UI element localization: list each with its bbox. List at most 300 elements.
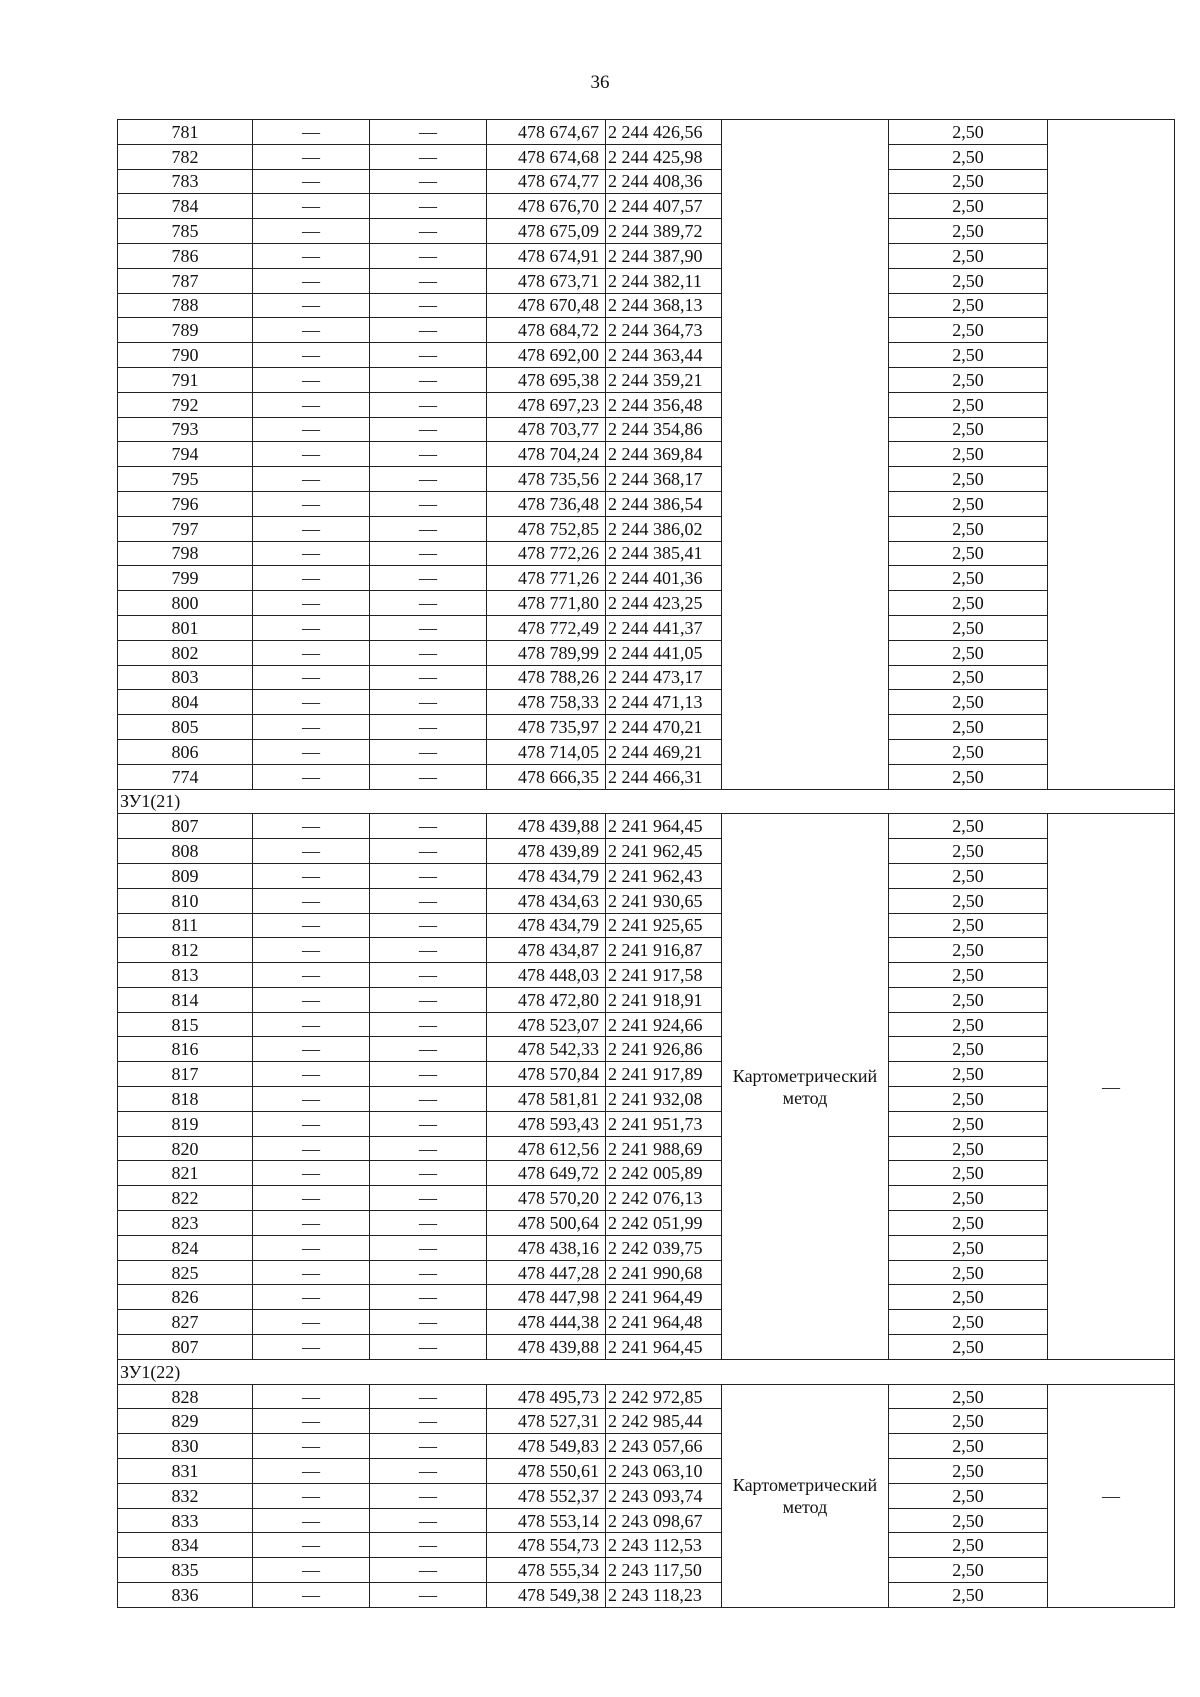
table-row xyxy=(118,739,1175,764)
table-row xyxy=(118,1459,1175,1484)
x-coordinate-cell: 478 758,33 xyxy=(487,690,606,715)
y-coordinate-cell: 2 242 972,85 xyxy=(606,1384,722,1409)
section-header-row xyxy=(118,789,1175,814)
point-number-cell: 803 xyxy=(118,665,253,690)
dash-cell-col2: — xyxy=(253,665,370,690)
coordinates-table xyxy=(117,119,1175,1608)
y-coordinate-cell: 2 244 471,13 xyxy=(606,690,722,715)
point-number-cell: 836 xyxy=(118,1583,253,1608)
point-number-cell: 828 xyxy=(118,1384,253,1409)
x-coordinate-cell: 478 549,38 xyxy=(487,1583,606,1608)
accuracy-cell: 2,50 xyxy=(889,194,1048,219)
x-coordinate-cell: 478 649,72 xyxy=(487,1161,606,1186)
y-coordinate-cell: 2 241 925,65 xyxy=(606,913,722,938)
y-coordinate-cell: 2 241 964,45 xyxy=(606,1335,722,1360)
table-row xyxy=(118,442,1175,467)
dash-cell-col3: — xyxy=(370,120,487,145)
accuracy-cell: 2,50 xyxy=(889,591,1048,616)
point-number-cell: 800 xyxy=(118,591,253,616)
dash-cell-col3: — xyxy=(370,392,487,417)
y-coordinate-cell: 2 243 118,23 xyxy=(606,1583,722,1608)
method-cell xyxy=(722,120,889,790)
point-number-cell: 784 xyxy=(118,194,253,219)
table-row xyxy=(118,1012,1175,1037)
accuracy-cell: 2,50 xyxy=(889,467,1048,492)
dash-cell-col3: — xyxy=(370,1384,487,1409)
x-coordinate-cell: 478 674,91 xyxy=(487,243,606,268)
accuracy-cell: 2,50 xyxy=(889,888,1048,913)
point-number-cell: 818 xyxy=(118,1087,253,1112)
table-row xyxy=(118,938,1175,963)
x-coordinate-cell: 478 675,09 xyxy=(487,219,606,244)
dash-cell-col3: — xyxy=(370,1508,487,1533)
table-row xyxy=(118,566,1175,591)
dash-cell-col2: — xyxy=(253,1012,370,1037)
table-row xyxy=(118,1533,1175,1558)
dash-cell-col2: — xyxy=(253,1310,370,1335)
accuracy-cell: 2,50 xyxy=(889,293,1048,318)
point-number-cell: 827 xyxy=(118,1310,253,1335)
table-row xyxy=(118,888,1175,913)
accuracy-cell: 2,50 xyxy=(889,1558,1048,1583)
y-coordinate-cell: 2 243 057,66 xyxy=(606,1434,722,1459)
dash-cell-col2: — xyxy=(253,120,370,145)
dash-cell-col3: — xyxy=(370,839,487,864)
dash-cell-col2: — xyxy=(253,1037,370,1062)
point-number-cell: 787 xyxy=(118,268,253,293)
dash-cell-col2: — xyxy=(253,1235,370,1260)
x-coordinate-cell: 478 439,88 xyxy=(487,814,606,839)
dash-cell-col3: — xyxy=(370,764,487,789)
x-coordinate-cell: 478 676,70 xyxy=(487,194,606,219)
dash-cell-col3: — xyxy=(370,665,487,690)
dash-cell-col2: — xyxy=(253,442,370,467)
x-coordinate-cell: 478 735,97 xyxy=(487,715,606,740)
accuracy-cell: 2,50 xyxy=(889,814,1048,839)
y-coordinate-cell: 2 244 401,36 xyxy=(606,566,722,591)
table-row xyxy=(118,343,1175,368)
dash-cell-col2: — xyxy=(253,640,370,665)
dash-cell-col3: — xyxy=(370,318,487,343)
y-coordinate-cell: 2 241 964,45 xyxy=(606,814,722,839)
point-number-cell: 793 xyxy=(118,417,253,442)
x-coordinate-cell: 478 771,26 xyxy=(487,566,606,591)
dash-cell-col2: — xyxy=(253,1384,370,1409)
y-coordinate-cell: 2 241 962,43 xyxy=(606,863,722,888)
dash-cell-col2: — xyxy=(253,268,370,293)
table-row xyxy=(118,541,1175,566)
table-row xyxy=(118,1434,1175,1459)
accuracy-cell: 2,50 xyxy=(889,343,1048,368)
y-coordinate-cell: 2 244 386,54 xyxy=(606,491,722,516)
description-cell: — xyxy=(1048,1384,1175,1607)
point-number-cell: 791 xyxy=(118,367,253,392)
table-row xyxy=(118,1037,1175,1062)
dash-cell-col3: — xyxy=(370,591,487,616)
table-row xyxy=(118,1310,1175,1335)
dash-cell-col2: — xyxy=(253,888,370,913)
accuracy-cell: 2,50 xyxy=(889,640,1048,665)
table-row xyxy=(118,963,1175,988)
dash-cell-col2: — xyxy=(253,987,370,1012)
point-number-cell: 819 xyxy=(118,1111,253,1136)
accuracy-cell: 2,50 xyxy=(889,491,1048,516)
table-row xyxy=(118,194,1175,219)
table-row xyxy=(118,1483,1175,1508)
table-row xyxy=(118,1558,1175,1583)
point-number-cell: 782 xyxy=(118,144,253,169)
accuracy-cell: 2,50 xyxy=(889,1136,1048,1161)
table-row xyxy=(118,863,1175,888)
dash-cell-col2: — xyxy=(253,516,370,541)
dash-cell-col2: — xyxy=(253,1161,370,1186)
y-coordinate-cell: 2 241 962,45 xyxy=(606,839,722,864)
point-number-cell: 831 xyxy=(118,1459,253,1484)
dash-cell-col3: — xyxy=(370,1186,487,1211)
point-number-cell: 792 xyxy=(118,392,253,417)
y-coordinate-cell: 2 243 117,50 xyxy=(606,1558,722,1583)
point-number-cell: 824 xyxy=(118,1235,253,1260)
dash-cell-col2: — xyxy=(253,1483,370,1508)
y-coordinate-cell: 2 244 407,57 xyxy=(606,194,722,219)
point-number-cell: 832 xyxy=(118,1483,253,1508)
dash-cell-col2: — xyxy=(253,467,370,492)
point-number-cell: 829 xyxy=(118,1409,253,1434)
table-row xyxy=(118,367,1175,392)
accuracy-cell: 2,50 xyxy=(889,1459,1048,1484)
x-coordinate-cell: 478 666,35 xyxy=(487,764,606,789)
dash-cell-col3: — xyxy=(370,1111,487,1136)
accuracy-cell: 2,50 xyxy=(889,839,1048,864)
table-row xyxy=(118,1409,1175,1434)
section-header-row xyxy=(118,1359,1175,1384)
accuracy-cell: 2,50 xyxy=(889,987,1048,1012)
y-coordinate-cell: 2 244 389,72 xyxy=(606,219,722,244)
y-coordinate-cell: 2 241 964,49 xyxy=(606,1285,722,1310)
y-coordinate-cell: 2 244 387,90 xyxy=(606,243,722,268)
y-coordinate-cell: 2 242 051,99 xyxy=(606,1211,722,1236)
section-label: ЗУ1(21) xyxy=(118,789,1175,814)
dash-cell-col2: — xyxy=(253,1111,370,1136)
table-row xyxy=(118,1062,1175,1087)
y-coordinate-cell: 2 244 363,44 xyxy=(606,343,722,368)
dash-cell-col2: — xyxy=(253,293,370,318)
point-number-cell: 794 xyxy=(118,442,253,467)
y-coordinate-cell: 2 241 964,48 xyxy=(606,1310,722,1335)
table-row xyxy=(118,640,1175,665)
table-row xyxy=(118,1087,1175,1112)
x-coordinate-cell: 478 674,68 xyxy=(487,144,606,169)
accuracy-cell: 2,50 xyxy=(889,665,1048,690)
dash-cell-col2: — xyxy=(253,1136,370,1161)
accuracy-cell: 2,50 xyxy=(889,1335,1048,1360)
x-coordinate-cell: 478 523,07 xyxy=(487,1012,606,1037)
dash-cell-col3: — xyxy=(370,1583,487,1608)
accuracy-cell: 2,50 xyxy=(889,739,1048,764)
table-row xyxy=(118,392,1175,417)
dash-cell-col2: — xyxy=(253,243,370,268)
y-coordinate-cell: 2 244 354,86 xyxy=(606,417,722,442)
dash-cell-col3: — xyxy=(370,1087,487,1112)
y-coordinate-cell: 2 241 917,58 xyxy=(606,963,722,988)
y-coordinate-cell: 2 244 441,05 xyxy=(606,640,722,665)
y-coordinate-cell: 2 241 930,65 xyxy=(606,888,722,913)
x-coordinate-cell: 478 550,61 xyxy=(487,1459,606,1484)
y-coordinate-cell: 2 244 359,21 xyxy=(606,367,722,392)
dash-cell-col2: — xyxy=(253,367,370,392)
table-row xyxy=(118,293,1175,318)
dash-cell-col3: — xyxy=(370,219,487,244)
accuracy-cell: 2,50 xyxy=(889,615,1048,640)
accuracy-cell: 2,50 xyxy=(889,1483,1048,1508)
x-coordinate-cell: 478 570,20 xyxy=(487,1186,606,1211)
point-number-cell: 799 xyxy=(118,566,253,591)
dash-cell-col2: — xyxy=(253,1062,370,1087)
table-row xyxy=(118,169,1175,194)
point-number-cell: 774 xyxy=(118,764,253,789)
dash-cell-col2: — xyxy=(253,1459,370,1484)
table-row xyxy=(118,1285,1175,1310)
y-coordinate-cell: 2 244 364,73 xyxy=(606,318,722,343)
dash-cell-col3: — xyxy=(370,987,487,1012)
point-number-cell: 823 xyxy=(118,1211,253,1236)
x-coordinate-cell: 478 552,37 xyxy=(487,1483,606,1508)
dash-cell-col3: — xyxy=(370,243,487,268)
x-coordinate-cell: 478 444,38 xyxy=(487,1310,606,1335)
dash-cell-col2: — xyxy=(253,863,370,888)
table-row xyxy=(118,467,1175,492)
y-coordinate-cell: 2 242 076,13 xyxy=(606,1186,722,1211)
accuracy-cell: 2,50 xyxy=(889,318,1048,343)
accuracy-cell: 2,50 xyxy=(889,392,1048,417)
y-coordinate-cell: 2 241 990,68 xyxy=(606,1260,722,1285)
point-number-cell: 788 xyxy=(118,293,253,318)
table-row xyxy=(118,1260,1175,1285)
y-coordinate-cell: 2 244 441,37 xyxy=(606,615,722,640)
x-coordinate-cell: 478 692,00 xyxy=(487,343,606,368)
table-row xyxy=(118,814,1175,839)
dash-cell-col3: — xyxy=(370,1161,487,1186)
table-row xyxy=(118,144,1175,169)
point-number-cell: 786 xyxy=(118,243,253,268)
coordinates-table-body xyxy=(118,120,1175,1608)
dash-cell-col3: — xyxy=(370,169,487,194)
dash-cell-col3: — xyxy=(370,1310,487,1335)
y-coordinate-cell: 2 243 112,53 xyxy=(606,1533,722,1558)
x-coordinate-cell: 478 714,05 xyxy=(487,739,606,764)
table-row xyxy=(118,268,1175,293)
y-coordinate-cell: 2 243 093,74 xyxy=(606,1483,722,1508)
table-row xyxy=(118,1384,1175,1409)
dash-cell-col3: — xyxy=(370,640,487,665)
dash-cell-col3: — xyxy=(370,1235,487,1260)
dash-cell-col3: — xyxy=(370,715,487,740)
x-coordinate-cell: 478 527,31 xyxy=(487,1409,606,1434)
x-coordinate-cell: 478 500,64 xyxy=(487,1211,606,1236)
y-coordinate-cell: 2 244 470,21 xyxy=(606,715,722,740)
accuracy-cell: 2,50 xyxy=(889,913,1048,938)
x-coordinate-cell: 478 570,84 xyxy=(487,1062,606,1087)
dash-cell-col3: — xyxy=(370,541,487,566)
point-number-cell: 815 xyxy=(118,1012,253,1037)
table-row xyxy=(118,491,1175,516)
accuracy-cell: 2,50 xyxy=(889,566,1048,591)
table-row xyxy=(118,219,1175,244)
dash-cell-col3: — xyxy=(370,343,487,368)
x-coordinate-cell: 478 772,49 xyxy=(487,615,606,640)
dash-cell-col3: — xyxy=(370,863,487,888)
y-coordinate-cell: 2 242 985,44 xyxy=(606,1409,722,1434)
dash-cell-col2: — xyxy=(253,392,370,417)
table-row xyxy=(118,1235,1175,1260)
point-number-cell: 833 xyxy=(118,1508,253,1533)
table-row xyxy=(118,516,1175,541)
accuracy-cell: 2,50 xyxy=(889,863,1048,888)
y-coordinate-cell: 2 244 473,17 xyxy=(606,665,722,690)
table-row xyxy=(118,690,1175,715)
table-row xyxy=(118,913,1175,938)
dash-cell-col2: — xyxy=(253,715,370,740)
x-coordinate-cell: 478 772,26 xyxy=(487,541,606,566)
dash-cell-col3: — xyxy=(370,1459,487,1484)
point-number-cell: 826 xyxy=(118,1285,253,1310)
dash-cell-col2: — xyxy=(253,938,370,963)
x-coordinate-cell: 478 553,14 xyxy=(487,1508,606,1533)
x-coordinate-cell: 478 789,99 xyxy=(487,640,606,665)
point-number-cell: 797 xyxy=(118,516,253,541)
table-row xyxy=(118,715,1175,740)
y-coordinate-cell: 2 244 425,98 xyxy=(606,144,722,169)
x-coordinate-cell: 478 448,03 xyxy=(487,963,606,988)
y-coordinate-cell: 2 241 988,69 xyxy=(606,1136,722,1161)
dash-cell-col2: — xyxy=(253,1285,370,1310)
y-coordinate-cell: 2 244 469,21 xyxy=(606,739,722,764)
dash-cell-col3: — xyxy=(370,690,487,715)
accuracy-cell: 2,50 xyxy=(889,1310,1048,1335)
dash-cell-col3: — xyxy=(370,963,487,988)
dash-cell-col3: — xyxy=(370,888,487,913)
dash-cell-col2: — xyxy=(253,814,370,839)
y-coordinate-cell: 2 243 063,10 xyxy=(606,1459,722,1484)
accuracy-cell: 2,50 xyxy=(889,1533,1048,1558)
point-number-cell: 814 xyxy=(118,987,253,1012)
point-number-cell: 822 xyxy=(118,1186,253,1211)
table-row xyxy=(118,987,1175,1012)
point-number-cell: 783 xyxy=(118,169,253,194)
accuracy-cell: 2,50 xyxy=(889,1062,1048,1087)
description-cell: — xyxy=(1048,814,1175,1360)
accuracy-cell: 2,50 xyxy=(889,1285,1048,1310)
table-row xyxy=(118,243,1175,268)
accuracy-cell: 2,50 xyxy=(889,144,1048,169)
dash-cell-col2: — xyxy=(253,144,370,169)
dash-cell-col3: — xyxy=(370,1434,487,1459)
point-number-cell: 808 xyxy=(118,839,253,864)
x-coordinate-cell: 478 788,26 xyxy=(487,665,606,690)
point-number-cell: 807 xyxy=(118,814,253,839)
x-coordinate-cell: 478 434,79 xyxy=(487,863,606,888)
dash-cell-col2: — xyxy=(253,343,370,368)
point-number-cell: 813 xyxy=(118,963,253,988)
dash-cell-col3: — xyxy=(370,913,487,938)
dash-cell-col3: — xyxy=(370,516,487,541)
x-coordinate-cell: 478 434,87 xyxy=(487,938,606,963)
x-coordinate-cell: 478 752,85 xyxy=(487,516,606,541)
accuracy-cell: 2,50 xyxy=(889,417,1048,442)
dash-cell-col3: — xyxy=(370,417,487,442)
dash-cell-col2: — xyxy=(253,417,370,442)
accuracy-cell: 2,50 xyxy=(889,1037,1048,1062)
x-coordinate-cell: 478 674,77 xyxy=(487,169,606,194)
point-number-cell: 812 xyxy=(118,938,253,963)
dash-cell-col3: — xyxy=(370,367,487,392)
dash-cell-col2: — xyxy=(253,690,370,715)
accuracy-cell: 2,50 xyxy=(889,1087,1048,1112)
x-coordinate-cell: 478 593,43 xyxy=(487,1111,606,1136)
dash-cell-col2: — xyxy=(253,541,370,566)
dash-cell-col2: — xyxy=(253,839,370,864)
accuracy-cell: 2,50 xyxy=(889,1384,1048,1409)
point-number-cell: 804 xyxy=(118,690,253,715)
point-number-cell: 830 xyxy=(118,1434,253,1459)
accuracy-cell: 2,50 xyxy=(889,541,1048,566)
dash-cell-col2: — xyxy=(253,913,370,938)
y-coordinate-cell: 2 244 386,02 xyxy=(606,516,722,541)
dash-cell-col3: — xyxy=(370,1285,487,1310)
table-row xyxy=(118,1508,1175,1533)
dash-cell-col3: — xyxy=(370,1260,487,1285)
y-coordinate-cell: 2 241 924,66 xyxy=(606,1012,722,1037)
dash-cell-col2: — xyxy=(253,1211,370,1236)
table-row xyxy=(118,417,1175,442)
accuracy-cell: 2,50 xyxy=(889,169,1048,194)
x-coordinate-cell: 478 554,73 xyxy=(487,1533,606,1558)
table-row xyxy=(118,615,1175,640)
x-coordinate-cell: 478 439,89 xyxy=(487,839,606,864)
x-coordinate-cell: 478 549,83 xyxy=(487,1434,606,1459)
dash-cell-col2: — xyxy=(253,1409,370,1434)
dash-cell-col3: — xyxy=(370,1409,487,1434)
x-coordinate-cell: 478 674,67 xyxy=(487,120,606,145)
point-number-cell: 796 xyxy=(118,491,253,516)
accuracy-cell: 2,50 xyxy=(889,442,1048,467)
x-coordinate-cell: 478 447,28 xyxy=(487,1260,606,1285)
dash-cell-col2: — xyxy=(253,219,370,244)
dash-cell-col3: — xyxy=(370,1335,487,1360)
accuracy-cell: 2,50 xyxy=(889,1508,1048,1533)
accuracy-cell: 2,50 xyxy=(889,1409,1048,1434)
point-number-cell: 790 xyxy=(118,343,253,368)
point-number-cell: 802 xyxy=(118,640,253,665)
dash-cell-col2: — xyxy=(253,1508,370,1533)
x-coordinate-cell: 478 434,63 xyxy=(487,888,606,913)
table-row xyxy=(118,591,1175,616)
accuracy-cell: 2,50 xyxy=(889,1186,1048,1211)
point-number-cell: 825 xyxy=(118,1260,253,1285)
x-coordinate-cell: 478 612,56 xyxy=(487,1136,606,1161)
x-coordinate-cell: 478 581,81 xyxy=(487,1087,606,1112)
dash-cell-col3: — xyxy=(370,1211,487,1236)
dash-cell-col3: — xyxy=(370,938,487,963)
x-coordinate-cell: 478 697,23 xyxy=(487,392,606,417)
point-number-cell: 820 xyxy=(118,1136,253,1161)
dash-cell-col3: — xyxy=(370,144,487,169)
accuracy-cell: 2,50 xyxy=(889,690,1048,715)
x-coordinate-cell: 478 495,73 xyxy=(487,1384,606,1409)
dash-cell-col2: — xyxy=(253,318,370,343)
dash-cell-col2: — xyxy=(253,1186,370,1211)
y-coordinate-cell: 2 241 926,86 xyxy=(606,1037,722,1062)
